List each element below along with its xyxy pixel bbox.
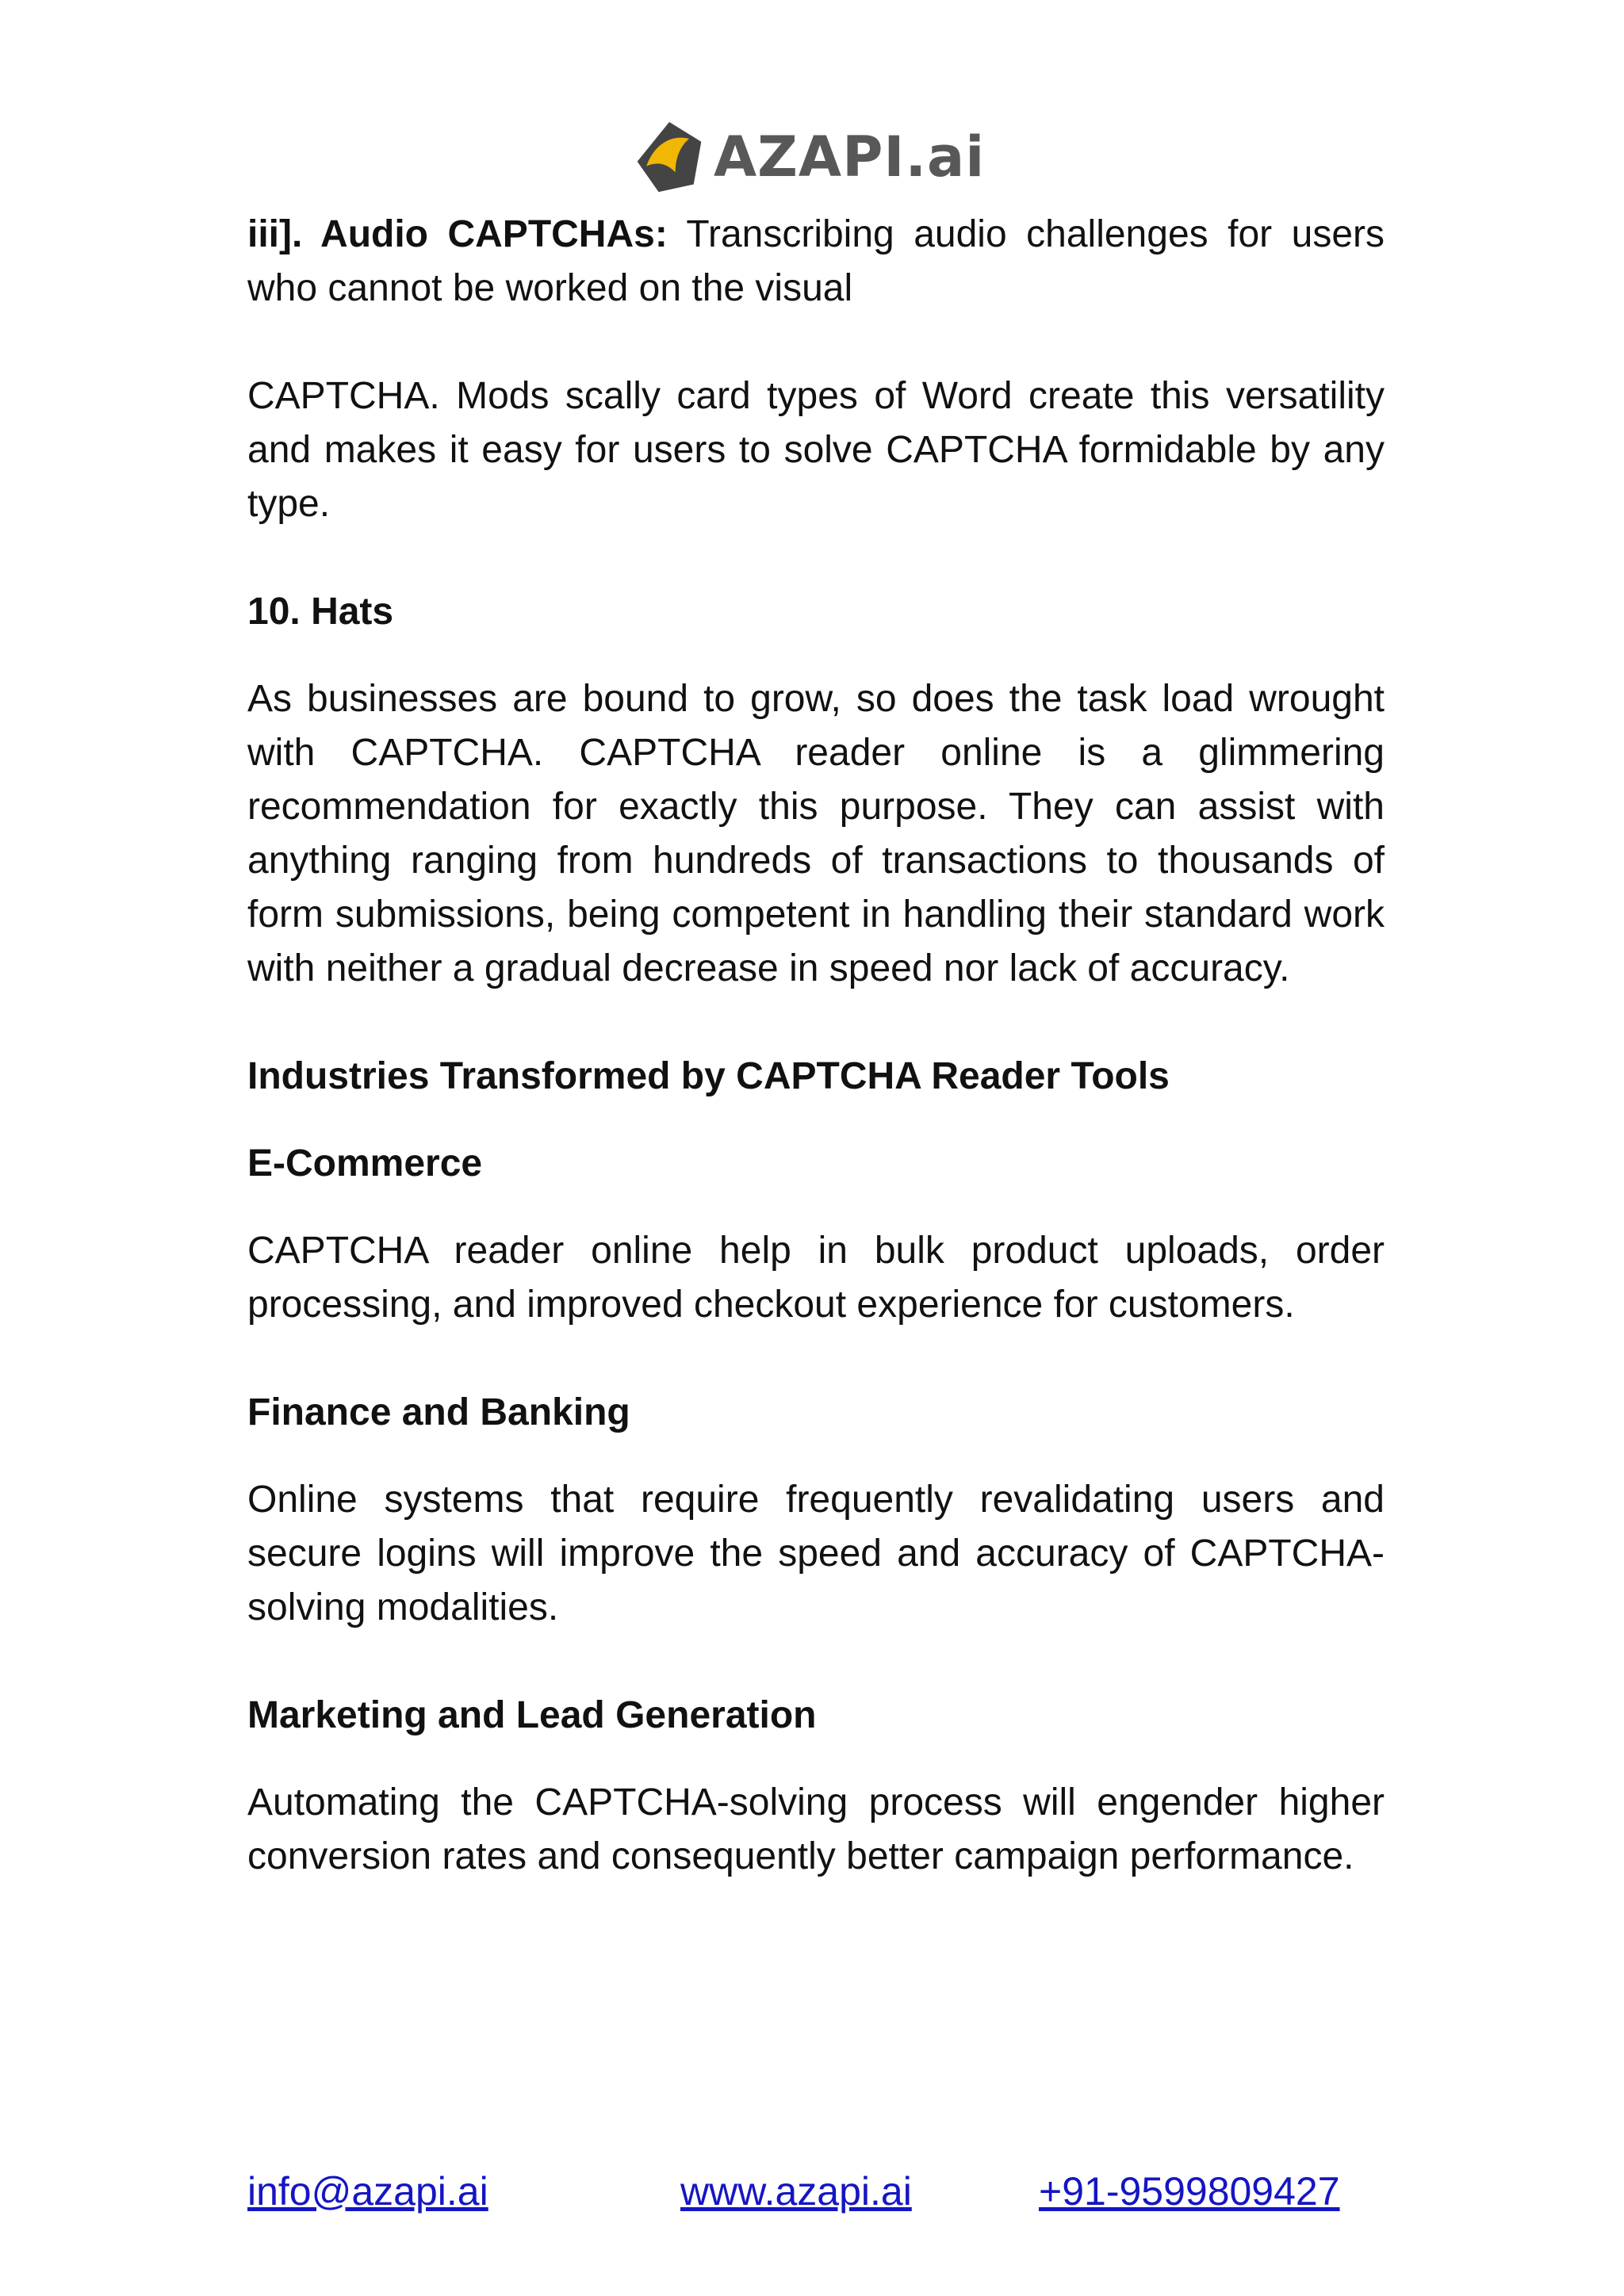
heading-ecommerce: E-Commerce xyxy=(247,1142,483,1184)
audio-captcha-label: iii]. Audio CAPTCHAs: xyxy=(247,213,668,255)
phone-link[interactable]: +91-9599809427 xyxy=(1039,2169,1340,2214)
azapi-logo-mark-icon xyxy=(631,119,707,195)
hats-paragraph: As businesses are bound to grow, so does the task load wrought with CAPTCHA. CAPTCHA reader online is a glimmering recommendation for exactly this purpose. They can assist with anything ranging from hundreds of transactions to thousands of form submissions, being competent in handling their standard work with neither a gradual decrease in speed nor lack of accuracy. xyxy=(247,678,1385,989)
heading-marketing: Marketing and Lead Generation xyxy=(247,1694,817,1736)
website-link[interactable]: www.azapi.ai xyxy=(680,2169,912,2214)
marketing-paragraph: Automating the CAPTCHA-solving process will engender higher conversion rates and consequently better campaign performance. xyxy=(247,1781,1385,1877)
email-link[interactable]: info@azapi.ai xyxy=(247,2169,488,2214)
finance-paragraph: Online systems that require frequently revalidating users and secure logins will improve the speed and accuracy of CAPTCHA-solving modalities. xyxy=(247,1479,1385,1628)
audio-captcha-paragraph xyxy=(247,208,1385,316)
heading-hats: 10. Hats xyxy=(247,591,394,633)
heading-industries: Industries Transformed by CAPTCHA Reader Tools xyxy=(247,1055,1170,1097)
logo-text: AZAPI.ai xyxy=(714,124,986,189)
heading-finance: Finance and Banking xyxy=(247,1391,630,1433)
captcha-versatility-paragraph: CAPTCHA. Mods scally card types of Word create this versatility and makes it easy for users to solve CAPTCHA formidable by any type. xyxy=(247,375,1385,525)
page-content xyxy=(247,208,1385,1884)
audio-captcha-text: Transcribing audio challenges for users who cannot be worked on the visual xyxy=(247,213,1385,309)
azapi-logo xyxy=(631,119,985,195)
ecommerce-paragraph: CAPTCHA reader online help in bulk product uploads, order processing, and improved checkout experience for customers. xyxy=(247,1230,1385,1326)
